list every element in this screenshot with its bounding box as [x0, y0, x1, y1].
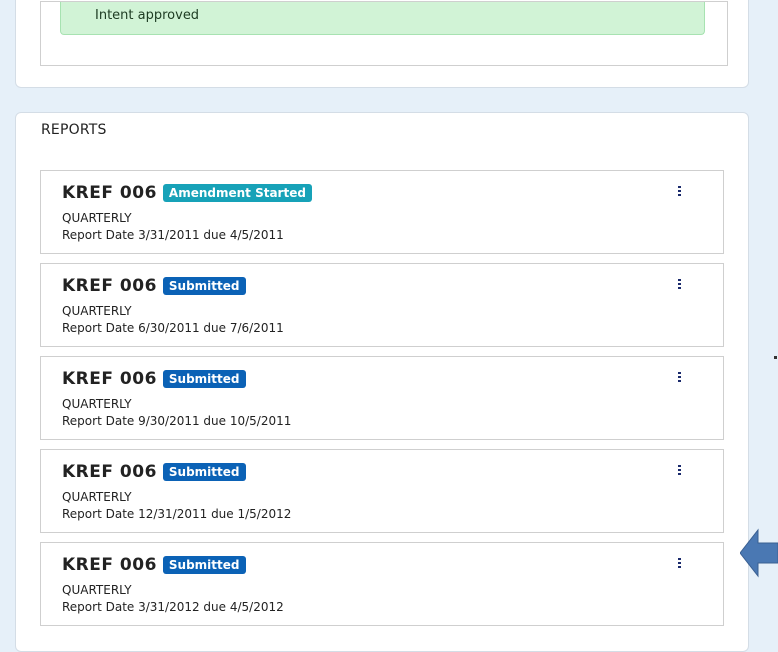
report-item[interactable]	[40, 170, 724, 254]
intent-panel	[40, 1, 728, 66]
report-frequency: QUARTERLY	[62, 397, 132, 411]
report-name: KREF 006	[62, 555, 157, 575]
report-name: KREF 006	[62, 462, 157, 482]
report-frequency: QUARTERLY	[62, 211, 132, 225]
status-badge: Submitted	[163, 463, 246, 481]
divider-dot	[774, 356, 777, 359]
status-badge: Submitted	[163, 277, 246, 295]
status-badge: Amendment Started	[163, 184, 312, 202]
report-date: Report Date 12/31/2011 due 1/5/2012	[62, 507, 292, 521]
status-badge: Submitted	[163, 556, 246, 574]
kebab-menu-icon[interactable]	[678, 372, 682, 382]
report-date: Report Date 9/30/2011 due 10/5/2011	[62, 414, 292, 428]
kebab-menu-icon[interactable]	[678, 186, 682, 196]
kebab-menu-icon[interactable]	[678, 558, 682, 568]
report-item[interactable]	[40, 356, 724, 440]
report-date: Report Date 3/31/2011 due 4/5/2011	[62, 228, 284, 242]
report-date: Report Date 3/31/2012 due 4/5/2012	[62, 600, 284, 614]
report-frequency: QUARTERLY	[62, 304, 132, 318]
reports-heading: REPORTS	[41, 122, 107, 138]
arrow-left-icon	[740, 528, 778, 578]
report-name: KREF 006	[62, 183, 157, 203]
kebab-menu-icon[interactable]	[678, 279, 682, 289]
report-frequency: QUARTERLY	[62, 490, 132, 504]
report-name: KREF 006	[62, 276, 157, 296]
report-frequency: QUARTERLY	[62, 583, 132, 597]
report-item[interactable]	[40, 542, 724, 626]
intent-approved-alert: Intent approved	[60, 2, 705, 35]
report-item[interactable]	[40, 449, 724, 533]
report-item[interactable]	[40, 263, 724, 347]
intent-card	[15, 0, 749, 88]
report-name: KREF 006	[62, 369, 157, 389]
kebab-menu-icon[interactable]	[678, 465, 682, 475]
report-date: Report Date 6/30/2011 due 7/6/2011	[62, 321, 284, 335]
status-badge: Submitted	[163, 370, 246, 388]
